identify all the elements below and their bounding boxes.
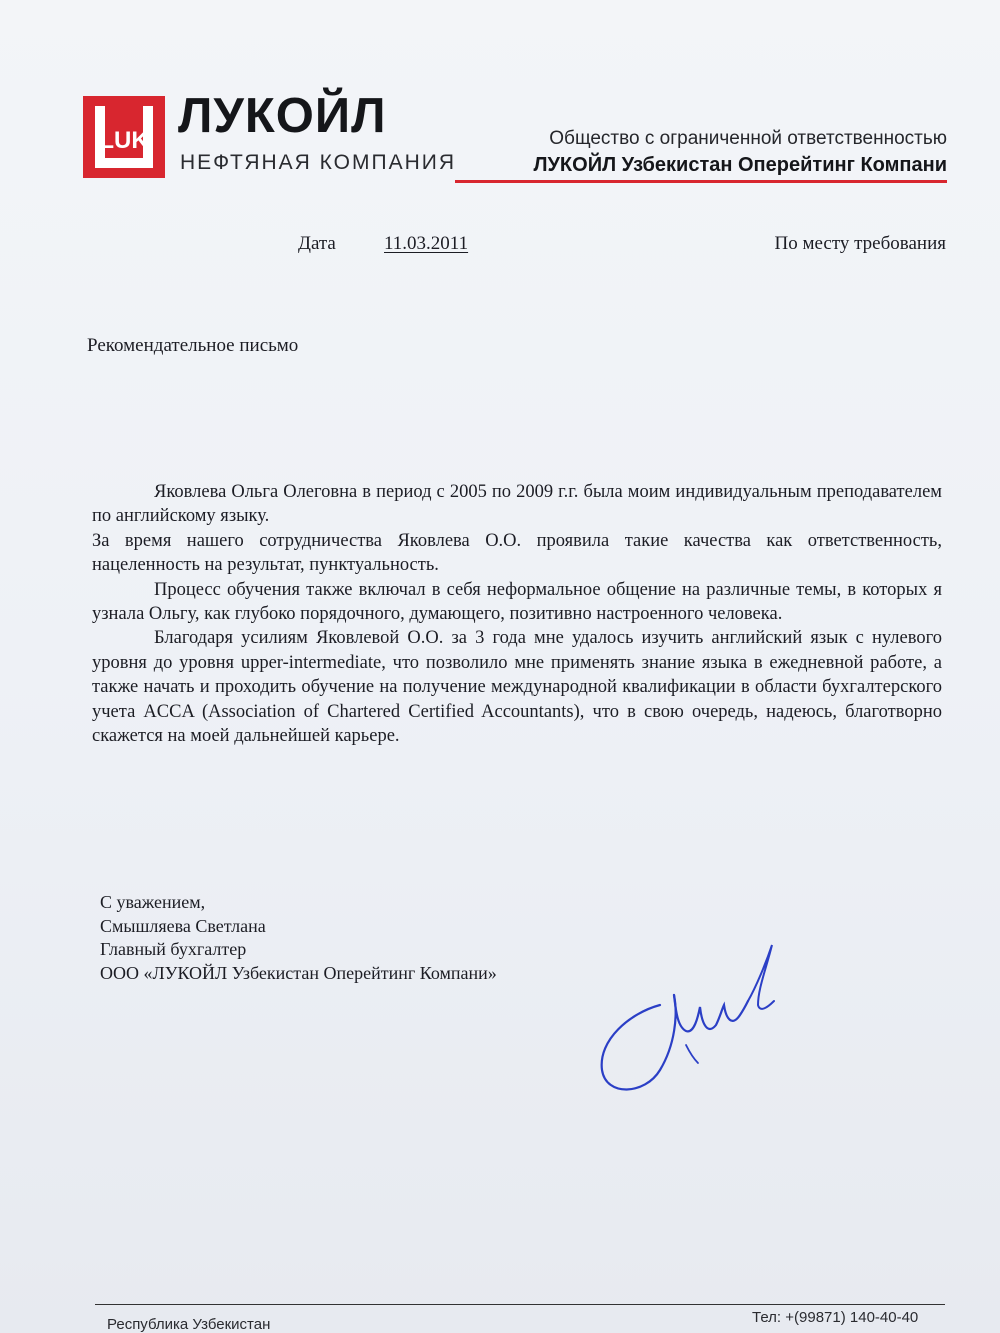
signoff-block xyxy=(100,891,497,985)
signer-position: Главный бухгалтер xyxy=(100,939,247,959)
header-divider xyxy=(455,180,947,183)
footer-country: Республика Узбекистан xyxy=(107,1316,271,1333)
brand-name: ЛУКОЙЛ xyxy=(178,89,387,143)
lukoil-logo xyxy=(83,96,165,178)
body-paragraph-2: За время нашего сотрудничества Яковлева О.О. проявила такие качества как ответственность, нацеленность на результат, пунктуальность. xyxy=(92,530,942,576)
logo-letters: LUK xyxy=(99,127,149,154)
footer-phone: Тел: +(99871) 140-40-40 xyxy=(752,1309,919,1326)
org-legal-form: Общество с ограниченной ответственностью xyxy=(549,128,947,149)
date-label: Дата xyxy=(298,233,336,254)
lukoil-logo-icon xyxy=(83,96,165,178)
org-name: ЛУКОЙЛ Узбекистан Оперейтинг Компани xyxy=(533,154,947,176)
handwritten-signature xyxy=(590,935,790,1105)
date-value: 11.03.2011 xyxy=(384,233,469,254)
footer-divider xyxy=(95,1304,945,1305)
brand-subtitle: НЕФТЯНАЯ КОМПАНИЯ xyxy=(180,151,457,174)
addressee: По месту требования xyxy=(774,233,946,254)
signer-name: Смышляева Светлана xyxy=(100,915,266,936)
body-paragraph-3: Процесс обучения также включал в себя неформальное общение на различные темы, в которых я узнала Ольгу, как глубоко порядочного, думающего, позитивно настроенного человека. xyxy=(92,579,942,625)
letter-body xyxy=(92,480,942,748)
document-title: Рекомендательное письмо xyxy=(87,335,299,356)
signer-company: ООО «ЛУКОЙЛ Узбекистан Оперейтинг Компани» xyxy=(100,962,497,983)
closing: С уважением, xyxy=(100,892,206,912)
body-paragraph-1: Яковлева Ольга Олеговна в период с 2005 по 2009 г.г. была моим индивидуальным преподавателем по английскому языку. xyxy=(92,482,942,527)
body-paragraph-4: Благодаря усилиям Яковлевой О.О. за 3 года мне удалось изучить английский язык с нулевого уровня до уровня upper-intermediate, что позволило мне применять знание языка в ежедневной работе, а также начать и проходить обучение на получение международной квалификации в области бухгалтерского учета ACCA (Association of Chartered Certified Accountants), что в свою очередь, надеюсь, благотворно скажется на моей дальнейшей карьере. xyxy=(92,628,942,747)
